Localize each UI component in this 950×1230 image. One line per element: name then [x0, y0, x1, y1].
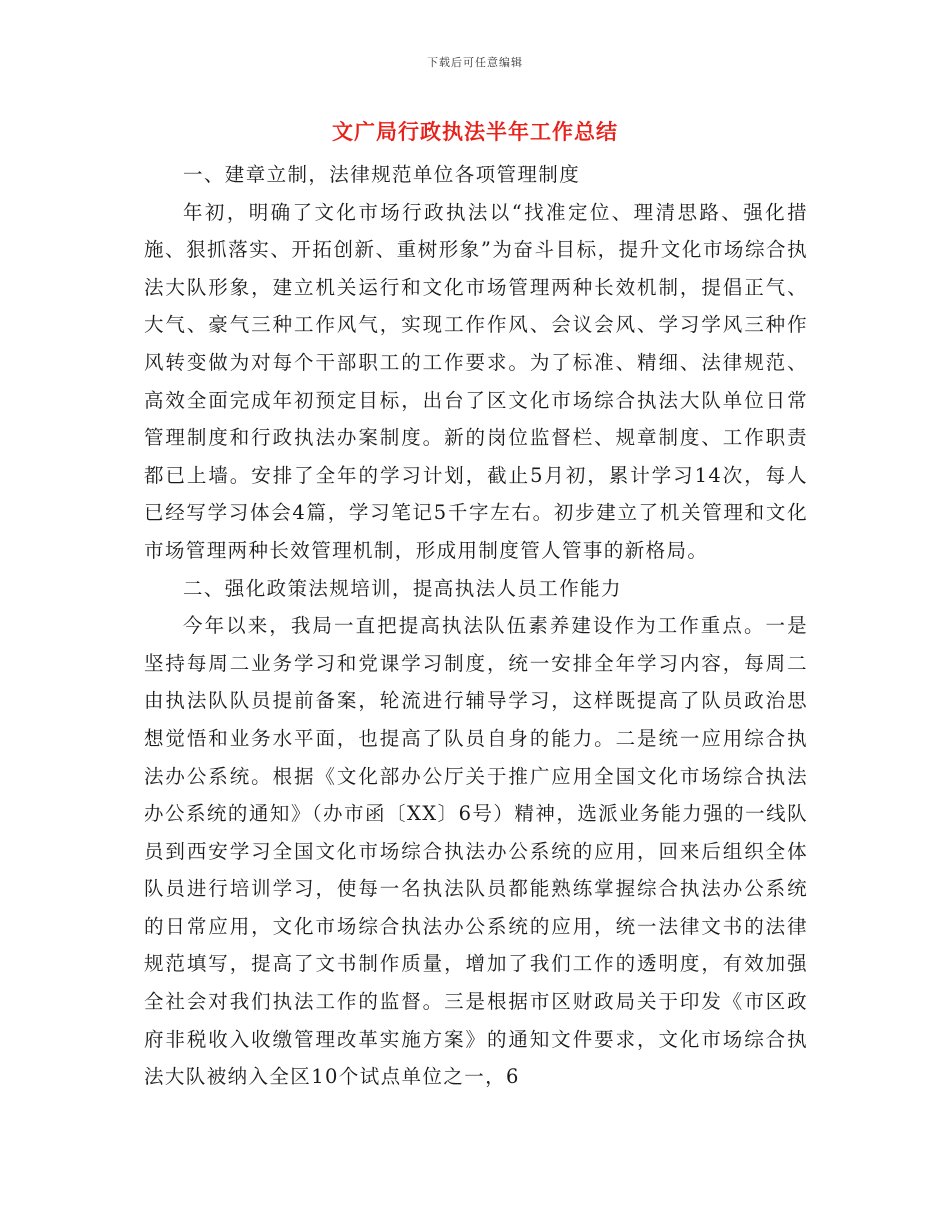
section-heading-2: 二、强化政策法规培训，提高执法人员工作能力 [183, 576, 622, 600]
document-body [144, 156, 808, 1096]
document-title: 文广局行政执法半年工作总结 [332, 119, 618, 144]
body-paragraph-1: 年初，明确了文化市场行政执法以“找准定位、理清思路、强化措施、狠抓落实、开拓创新、重树形象”为奋斗目标，提升文化市场综合执法大队形象，建立机关运行和文化市场管理两种长效机制，提倡正气、大气、豪气三种工作风气，实现工作作风、会议会风、学习学风三种作风转变做为对每个干部职工的工作要求。为了标准、精细、法律规范、高效全面完成年初预定目标，出台了区文化市场综合执法大队单位日常管理制度和行政执法办案制度。新的岗位监督栏、规章制度、工作职责都已上墙。安排了全年的学习计划，截止5月初，累计学习14次，每人已经写学习体会4篇，学习笔记5千字左右。初步建立了机关管理和文化市场管理两种长效管理机制，形成用制度管人管事的新格局。 [144, 200, 808, 562]
section-heading-1: 一、建章立制，法律规范单位各项管理制度 [183, 163, 581, 186]
body-paragraph-2: 今年以来，我局一直把提高执法队伍素养建设作为工作重点。一是坚持每周二业务学习和党课学习制度，统一安排全年学习内容，每周二由执法队队员提前备案，轮流进行辅导学习，这样既提高了队员政治思想觉悟和业务水平面，也提高了队员自身的能力。二是统一应用综合执法办公系统。根据《文化部办公厅关于推广应用全国文化市场综合执法办公系统的通知》（办市函〔XX〕6号）精神，选派业务能力强的一线队员到西安学习全国文化市场综合执法办公系统的应用，回来后组织全体队员进行培训学习，使每一名执法队员都能熟练掌握综合执法办公系统的日常应用，文化市场综合执法办公系统的应用，统一法律文书的法律规范填写，提高了文书制作质量，增加了我们工作的透明度，有效加强全社会对我们执法工作的监督。三是根据市区财政局关于印发《市区政府非税收入收缴管理改革实施方案》的通知文件要求，文化市场综合执法大队被纳入全区10个试点单位之一，6 [144, 614, 808, 1089]
header-note: 下载后可任意编辑 [427, 56, 523, 69]
